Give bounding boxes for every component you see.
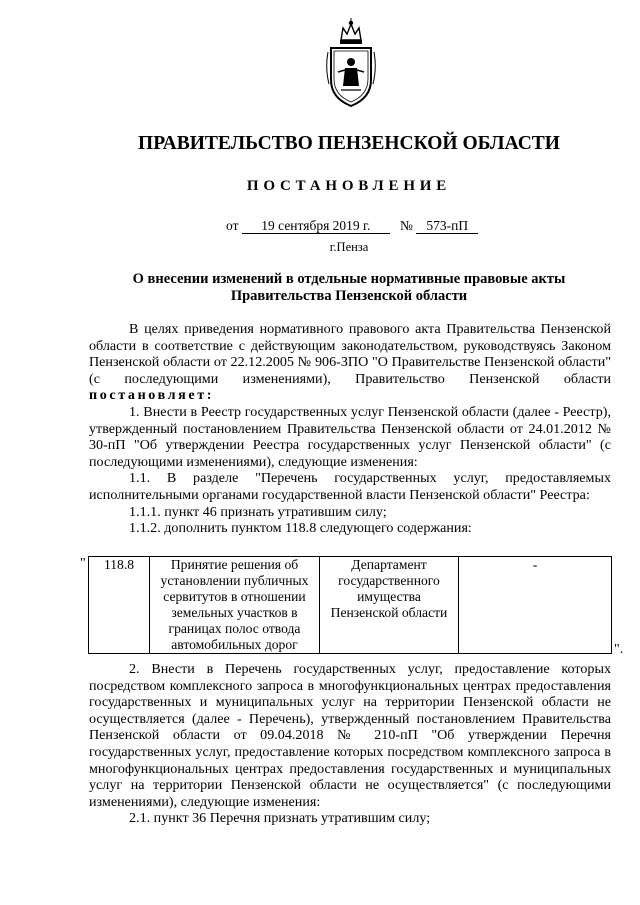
body-upper — [89, 321, 611, 537]
quote-open: " — [80, 556, 86, 571]
document-subject — [0, 271, 640, 305]
quote-close: ". — [614, 642, 624, 657]
item-1-1-1-paragraph: 1.1.1. пункт 46 признать утратившим силу; — [129, 503, 387, 520]
date-number-line — [226, 218, 478, 234]
date-prefix: от — [226, 218, 239, 233]
agency-cell: Департамент государственного имущества Пензенской области — [320, 557, 459, 654]
number-prefix: № — [399, 218, 413, 233]
note-cell: - — [459, 557, 612, 654]
government-title: ПРАВИТЕЛЬСТВО ПЕНЗЕНСКОЙ ОБЛАСТИ — [138, 133, 560, 154]
document-type-title: ПОСТАНОВЛЕНИЕ — [246, 178, 452, 194]
preamble-paragraph — [89, 321, 611, 404]
item-1-1-paragraph: 1.1. В разделе "Перечень государственных услуг, предоставляемых исполнительными органами государственной власти Пензенской области" Реестра: — [89, 470, 611, 503]
row-number-cell: 118.8 — [89, 557, 150, 654]
preamble-text: В целях приведения нормативного правового акта Правительства Пензенской области в соответствие с действующим законодательством, руководствуясь Законом Пензенской области от 22.12.2005 № 906-ЗПО "О Правительстве Пензенской области" (с последующими изменениями), Правительство Пензенской области — [89, 321, 611, 387]
registry-table — [88, 556, 612, 654]
table-row — [89, 557, 612, 654]
item-1-paragraph: 1. Внести в Реестр государственных услуг Пензенской области (далее - Реестр), утвержденный постановлением Правительства Пензенской области от 24.01.2012 № 30-пП "Об утверждении Реестра государственных услуг Пензенской области" (с последующими изменениями), следующие изменения: — [89, 403, 611, 470]
coat-of-arms-emblem — [325, 18, 377, 110]
number-value: 573-пП — [416, 218, 478, 234]
subject-line-1: О внесении изменений в отдельные нормативные правовые акты — [132, 271, 566, 287]
body-lower — [89, 661, 611, 827]
item-2-paragraph: 2. Внести в Перечень государственных услуг, предоставление которых посредством комплексного запроса в многофункциональных центрах предоставления государственных и муниципальных услуг на территории Пензенской области не осуществляется (далее - Перечень), утвержденный постановлением Правительства Пензенской области от 09.04.2018 № 210-пП "Об утверждении Перечня государственных услуг, предоставление которых посредством комплексного запроса в многофункциональных центрах предоставления государственных и муниципальных услуг на территории Пензенской области не осуществляется" (с последующими изменениями), следующие изменения: — [89, 661, 611, 810]
decree-word: постановляет: — [89, 387, 215, 404]
item-1-1-2-paragraph: 1.1.2. дополнить пунктом 118.8 следующего содержания: — [129, 520, 472, 537]
subject-line-2: Правительства Пензенской области — [230, 288, 468, 304]
date-value: 19 сентября 2019 г. — [242, 218, 390, 234]
registry-table-wrap — [88, 556, 612, 654]
service-name-cell: Принятие решения об установлении публичных сервитутов в отношении земельных участков в границах полос отвода автомобильных дорог — [150, 557, 320, 654]
city-name: г.Пенза — [329, 240, 369, 254]
item-2-1-paragraph: 2.1. пункт 36 Перечня признать утратившим силу; — [129, 810, 431, 827]
